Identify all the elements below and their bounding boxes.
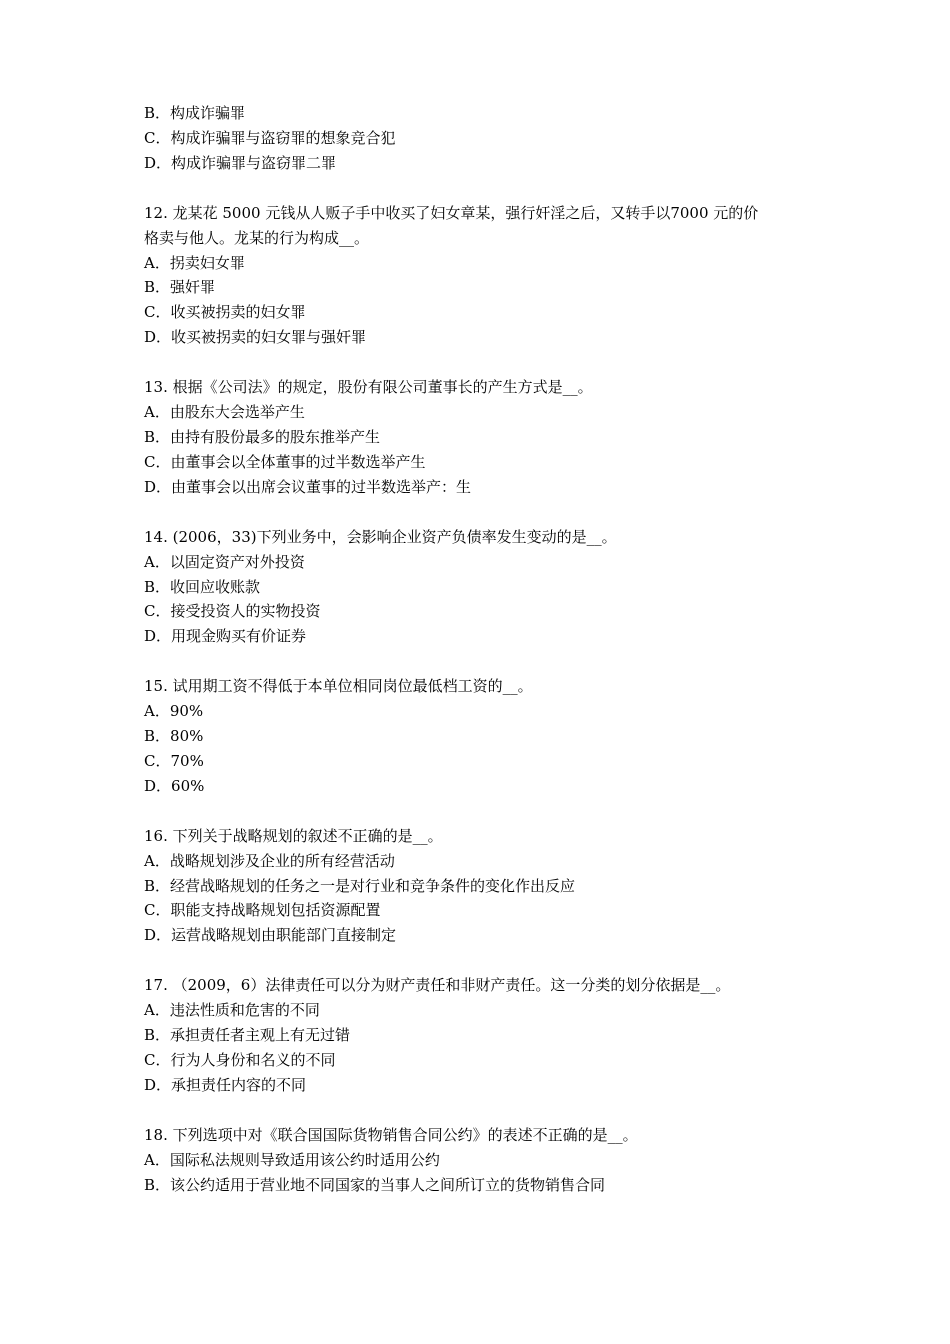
option-c: C．构成诈骗罪与盗窃罪的想象竞合犯 [144,128,396,147]
spacer [144,1098,824,1123]
option-a: A．以固定资产对外投资 [144,552,305,571]
question-18 [144,1123,824,1198]
option-b: B．由持有股份最多的股东推举产生 [144,427,381,446]
option-a: A．90% [144,702,204,721]
question-stem: 格卖与他人。龙某的行为构成__。 [144,228,370,247]
question-stem: 15. 试用期工资不得低于本单位相同岗位最低档工资的__。 [144,677,533,696]
question-stem: 12. 龙某花 5000 元钱从人贩子手中收买了妇女章某，强行奸淫之后，又转手以7000 元的价 [144,203,759,222]
option-a: A．拐卖妇女罪 [144,253,245,272]
prev-question-options [144,101,824,176]
question-stem: 14. (2006，33)下列业务中，会影响企业资产负债率发生变动的是__。 [144,527,617,546]
question-16 [144,824,824,949]
option-b: B．收回应收账款 [144,577,261,596]
option-c: C．由董事会以全体董事的过半数选举产生 [144,452,426,471]
spacer [144,350,824,375]
option-c: C．70% [144,751,204,770]
spacer [144,176,824,201]
option-b: B．经营战略规划的任务之一是对行业和竞争条件的变化作出反应 [144,876,576,895]
option-b: B．该公约适用于营业地不同国家的当事人之间所订立的货物销售合同 [144,1175,606,1194]
question-15 [144,674,824,799]
question-12 [144,201,824,350]
option-a: A．由股东大会选举产生 [144,403,305,422]
document-page [144,101,824,1198]
option-b: B．承担责任者主观上有无过错 [144,1026,351,1045]
spacer [144,948,824,973]
option-b: B．强奸罪 [144,278,216,297]
question-stem: 18. 下列选项中对《联合国国际货物销售合同公约》的表述不正确的是__。 [144,1125,638,1144]
question-stem: 17. （2009，6）法律责任可以分为财产责任和非财产责任。这一分类的划分依据是__。 [144,976,731,995]
option-b: B．80% [144,727,204,746]
option-c: C．接受投资人的实物投资 [144,602,321,621]
question-17 [144,973,824,1098]
option-d: D．用现金购买有价证券 [144,627,307,646]
option-b: B．构成诈骗罪 [144,104,246,122]
option-a: A．违法性质和危害的不同 [144,1001,320,1020]
option-d: D．承担责任内容的不同 [144,1075,307,1094]
question-stem: 16. 下列关于战略规划的叙述不正确的是__。 [144,826,443,845]
spacer [144,500,824,525]
option-a: A．国际私法规则导致适用该公约时适用公约 [144,1150,440,1169]
option-d: D．由董事会以出席会议董事的过半数选举产：生 [144,477,472,496]
option-a: A．战略规划涉及企业的所有经营活动 [144,851,395,870]
question-14 [144,525,824,650]
option-c: C．行为人身份和名义的不同 [144,1051,336,1069]
question-stem: 13. 根据《公司法》的规定，股份有限公司董事长的产生方式是__。 [144,378,593,397]
option-d: D．收买被拐卖的妇女罪与强奸罪 [144,328,367,347]
spacer [144,649,824,674]
option-c: C．职能支持战略规划包括资源配置 [144,901,381,920]
option-c: C．收买被拐卖的妇女罪 [144,303,306,322]
spacer [144,799,824,824]
option-d: D．构成诈骗罪与盗窃罪二罪 [144,153,337,172]
option-d: D．运营战略规划由职能部门直接制定 [144,926,397,945]
option-d: D．60% [144,776,205,795]
question-13 [144,375,824,500]
